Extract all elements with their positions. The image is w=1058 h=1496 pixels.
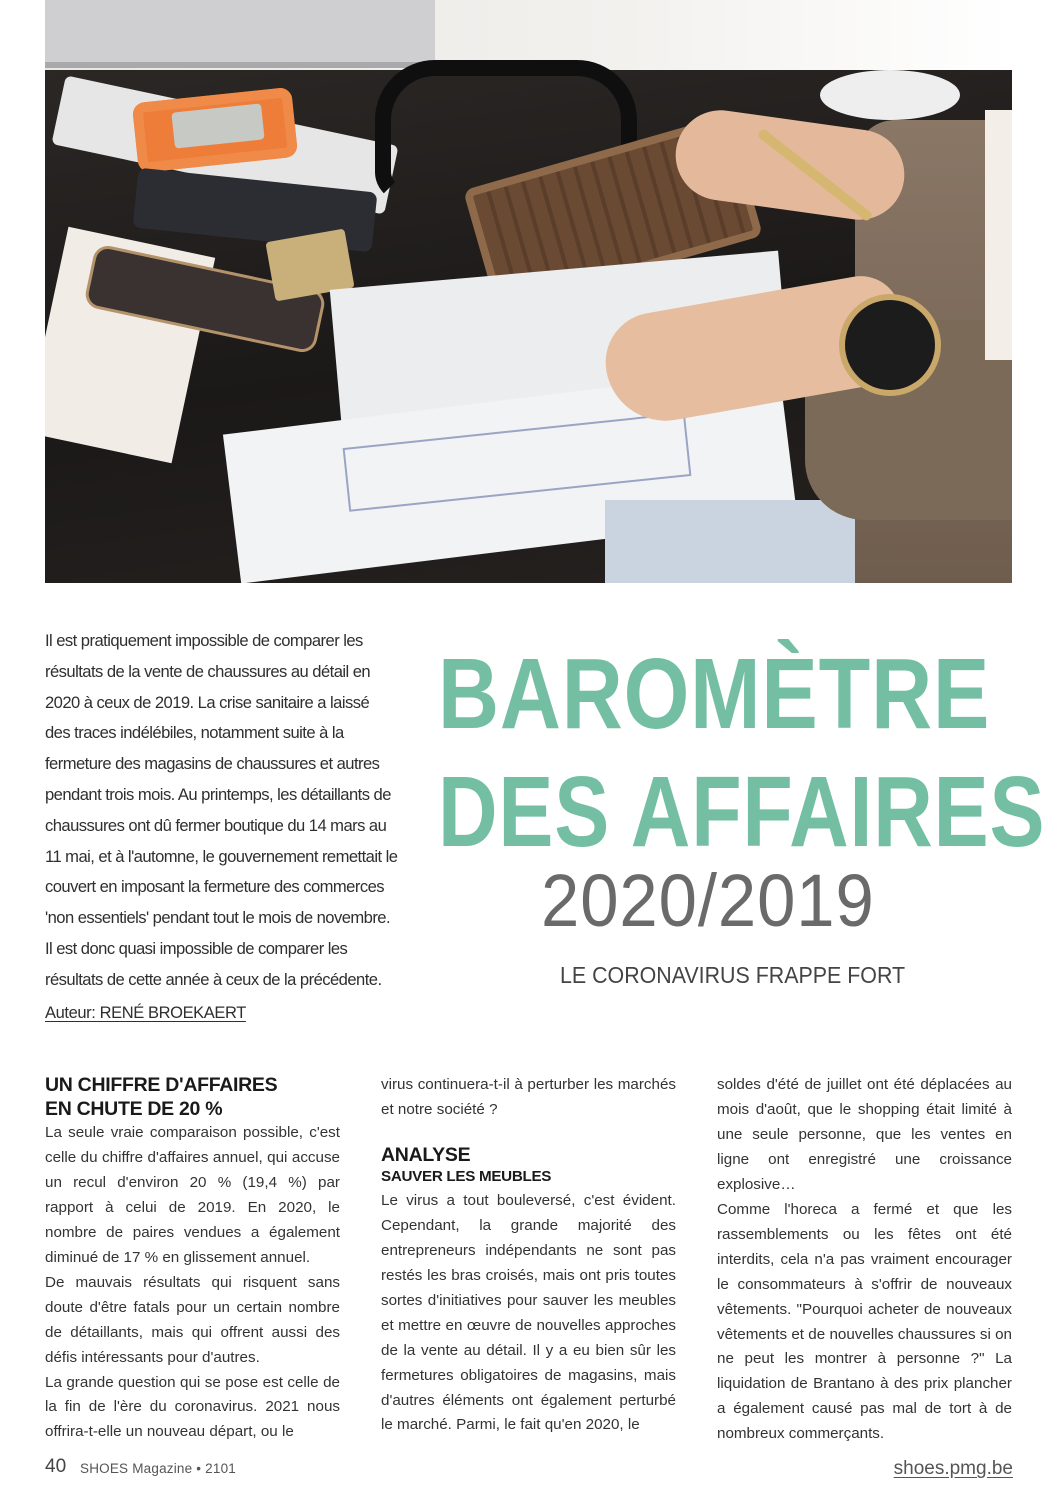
magazine-name: SHOES Magazine • 2101 bbox=[80, 1461, 237, 1476]
paragraph: virus continuera-t-il à perturber les marchés et notre société ? bbox=[381, 1076, 676, 1118]
heading-line: UN CHIFFRE D'AFFAIRES bbox=[45, 1074, 278, 1096]
photo-mouse bbox=[820, 70, 960, 120]
column-3 bbox=[717, 1073, 1012, 1447]
paragraph: soldes d'été de juillet ont été déplacées au mois d'août, que le shopping était limité à une seule personne, que les ventes en ligne ont enregistré une croissance explosive… bbox=[717, 1076, 1012, 1193]
section-heading: ANALYSE bbox=[381, 1143, 471, 1166]
column-2 bbox=[381, 1073, 676, 1438]
intro-line: résultats de cette année à ceux de la précédente. bbox=[45, 969, 382, 989]
spacer bbox=[381, 1123, 676, 1143]
column-1 bbox=[45, 1073, 340, 1445]
paragraph: La seule vraie comparaison possible, c'est celle du chiffre d'affaires annuel, qui accuse un recul d'environ 20 % (19,4 %) par rapport à celui de 2019. En 2020, le nombre de paires vendues a également diminué de 17 % en glissement annuel. bbox=[45, 1124, 340, 1266]
paragraph: La grande question qui se pose est celle de la fin de l'ère du coronavirus. 2021 nous offrira-t-elle un nouveau départ, ou le bbox=[45, 1373, 340, 1441]
photo-shirt bbox=[985, 110, 1012, 360]
hero-photo bbox=[45, 0, 1012, 583]
intro-line: fermeture des magasins de chaussures et autres bbox=[45, 754, 380, 774]
photo-monitor bbox=[45, 0, 435, 68]
photo-watch bbox=[845, 300, 935, 390]
section-subheading: SAUVER LES MEUBLES bbox=[381, 1167, 552, 1185]
intro-line: Il est donc quasi impossible de comparer les bbox=[45, 938, 348, 958]
intro-line: couvert en imposant la fermeture des commerces bbox=[45, 877, 384, 897]
intro-text bbox=[45, 626, 410, 996]
intro-line: 11 mai, et à l'automne, le gouvernement remettait le bbox=[45, 846, 398, 866]
intro-line: Il est pratiquement impossible de comparer les bbox=[45, 631, 363, 650]
title-line-2: DES AFFAIRES bbox=[438, 756, 1046, 868]
paragraph: Le virus a tout bouleversé, c'est évident. Cependant, la grande majorité des entrepreneurs indépendants ne sont pas restés les bras croisés, mais ont pris toutes sortes d'initiatives pour sauver les meubles et mettre en œuvre de nouvelles approches de la vente au détail. Il y a eu bien sûr les fermetures obligatoires de magasins, mais d'autres éléments ont également perturbé le marché. Parmi, le fait qu'en 2020, le bbox=[381, 1191, 676, 1434]
section-heading bbox=[45, 1073, 340, 1121]
intro-line: pendant trois mois. Au printemps, les détaillants de bbox=[45, 784, 391, 804]
intro-line: résultats de la vente de chaussures au détail en bbox=[45, 661, 371, 681]
intro-line: des traces indélébiles, notamment suite à la bbox=[45, 723, 344, 743]
title-line-1: BAROMÈTRE bbox=[438, 638, 991, 750]
subtitle: LE CORONAVIRUS FRAPPE FORT bbox=[560, 962, 906, 988]
intro-line: chaussures ont dû fermer boutique du 14 mars au bbox=[45, 815, 387, 835]
intro-line: 2020 à ceux de 2019. La crise sanitaire a laissé bbox=[45, 692, 370, 712]
paragraph: De mauvais résultats qui risquent sans doute d'être fatals pour un certain nombre de détaillants, mais qui offrent aussi des défis intéressants pour d'autres. bbox=[45, 1273, 340, 1366]
title-year: 2020/2019 bbox=[541, 859, 875, 942]
paragraph: Comme l'horeca a fermé et que les rassemblements ou les fêtes ont été interdits, cela n'a pas vraiment encourager le consommateurs à s'offrir de nouveaux vêtements. "Pourquoi acheter de nouveaux vêtements et de nouvelles chaussures si on ne peut les montrer à personne ?" La liquidation de Brantano à des prix plancher a également causé pas mal de tort à de nombreux commerçants. bbox=[717, 1200, 1012, 1443]
website-link[interactable]: shoes.pmg.be bbox=[893, 1458, 1013, 1479]
page-number: 40 bbox=[45, 1456, 67, 1477]
heading-line: EN CHUTE DE 20 % bbox=[45, 1098, 223, 1120]
intro-line: 'non essentiels' pendant tout le mois de novembre. bbox=[45, 908, 391, 928]
author-credit: Auteur: RENÉ BROEKAERT bbox=[45, 1004, 246, 1022]
